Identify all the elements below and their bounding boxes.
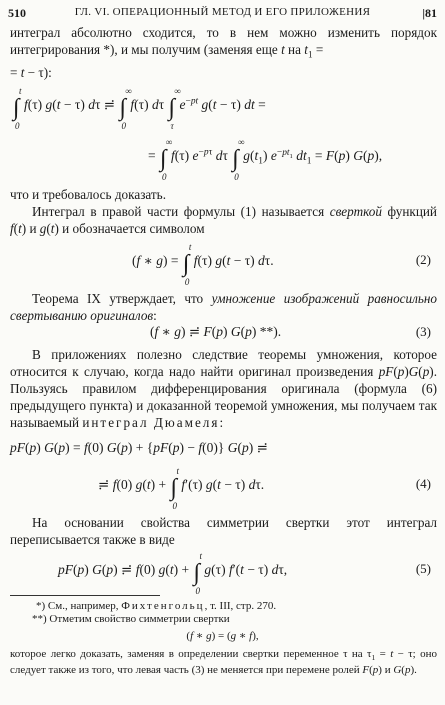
equation-3-number: (3) xyxy=(415,324,431,339)
equation-2-number: (2) xyxy=(415,252,431,267)
page-number: 510 xyxy=(8,6,26,20)
paragraph-theorem-ix: Теорема IX утверждает, что умножение изображений равносильно свертыванию оригиналов: xyxy=(10,291,437,323)
footnote-2: **) Отметим свойство симметрии свертки xyxy=(32,613,230,625)
equation-5-number: (5) xyxy=(415,561,431,576)
footnote-rule xyxy=(10,595,160,596)
paragraph-symmetry: На основании свойства симметрии свертки этот интеграл переписывается также в виде xyxy=(10,515,437,547)
equation-4-number: (4) xyxy=(415,476,431,491)
paragraph-qed: что и требовалось доказать. xyxy=(10,187,166,202)
book-page: 510 ГЛ. VI. ОПЕРАЦИОННЫЙ МЕТОД И ЕГО ПРИЛОЖЕНИЯ |81 интеграл абсолютно сходится, то в нем можно изменить порядок интегрирования *), и мы получим (заменяя еще t на $t_1$ = = t − τ): ∫ t 0 f(τ) g(t − τ) dτ ≓ ∫ ∞ 0 f(τ) dτ ∫ ∞ τ $e^{-pt}$ g(t − τ) dt = = ∫ ∞ 0 f(τ) $e^{-p\tau}$ dτ ∫ ∞ 0 $g(t_1)$ $e^{-pt_1}$ $dt_1 = F(p)$ G(p), что и требовалось доказать. Интеграл в правой части формулы (1) называется сверткой функций f(t) и g(t) и обозначается символом (f ∗ g) = ∫ t 0 f(τ) g(t − τ) dτ. (2) Теорема IX утверждает, что умножение изображений равносильно свертыванию оригиналов: (f ∗ g) ≓ F(p) G(p) **). (3) В приложениях полезно следствие теоремы умножения, которое относится к случаю, когда надо найти оригинал произведения pF(p)G(p). Пользуясь правилом дифференцирования оригинала (формула (6) предыдущего пункта) и доказанной теоремой умножения, мы получаем так называемый интеграл Дюамеля: pF(p) G(p) = f(0) G(p) + {pF(p) − f(0)} G(p) ≓ ≓ f(0) g(t) + ∫ t 0 f′(τ) g(t − τ) dτ. (4) На основании свойства симметрии свертки этот интеграл переписывается также в виде pF(p) G(p) ≓ f(0) g(t) + ∫ t 0 g(τ) f′(t − τ) dτ, (5) *) См., например, Фихтенгольц, т. III, стр. 270. **) Отметим свойство симметрии свертки (f ∗ g) = (g ∗ f), которое легко доказать, заменяя в определении свертки переменное τ на $\tau_1 = t - \tau$; оно следует также из того, что левая часть (3) не меняется при перемене ролей F(p) и G(p). xyxy=(0,0,445,705)
section-mark: |81 xyxy=(422,6,437,20)
footnote-2-continuation: которое легко доказать, заменяя в определении свертки переменное τ на $\tau_1 = t - \tau$; оно следует также из того, что левая часть (3) не меняется при перемене ролей F(p) и G(p). xyxy=(10,648,437,677)
paragraph-intro: интеграл абсолютно сходится, то в нем можно изменить порядок интегрирования *), и мы получим (заменяя еще t на $t_1$ = = t − τ): xyxy=(10,25,437,80)
running-title: ГЛ. VI. ОПЕРАЦИОННЫЙ МЕТОД И ЕГО ПРИЛОЖЕНИЯ xyxy=(74,6,371,18)
running-header xyxy=(8,6,437,20)
footnote-1: *) См., например, Фихтенгольц, т. III, стр. 270. xyxy=(36,600,277,612)
paragraph-duhamel: В приложениях полезно следствие теоремы умножения, которое относится к случаю, когда надо найти оригинал произведения pF(p)G(p). Пользуясь правилом дифференцирования оригинала (формула (6) предыдущего пункта) и доказанной теоремой умножения, мы получаем так называемый интеграл Дюамеля: xyxy=(10,347,437,430)
footnote-2-equation: (f ∗ g) = (g ∗ f), xyxy=(186,630,259,642)
paragraph-convolution-def: Интеграл в правой части формулы (1) называется сверткой функций f(t) и g(t) и обозначается символом xyxy=(10,204,437,236)
